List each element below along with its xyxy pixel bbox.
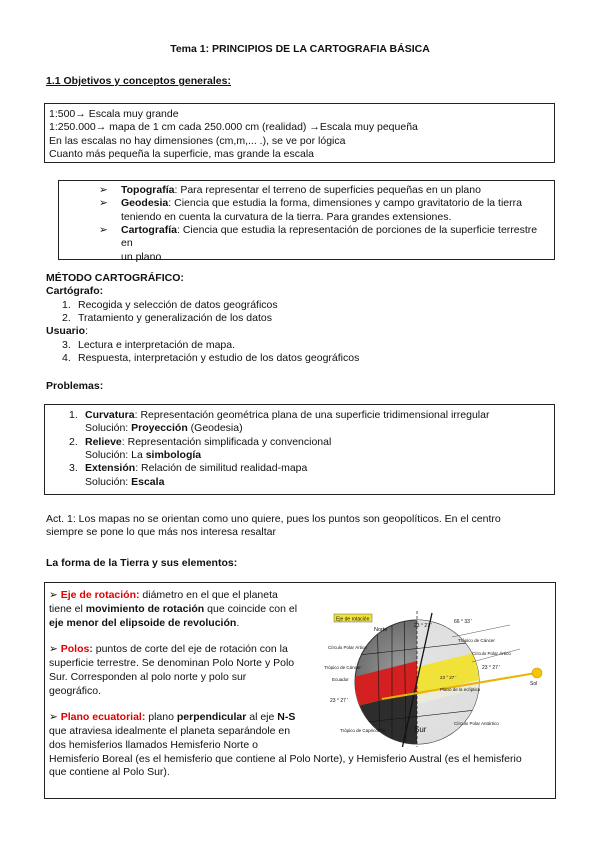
scale-note-line: 1:250.000→ mapa de 1 cm cada 250.000 cm (realidad) →Escala muy pequeña [49,121,418,134]
earth-diagram-svg [322,607,554,747]
cartografo-label: Cartógrafo: [46,285,104,298]
list-item: 3. Lectura e interpretación de mapa. [62,338,236,351]
metodo-heading: MÉTODO CARTOGRÁFICO: [46,272,184,284]
scale-note-line: Cuanto más pequeña la superficie, mas grande la escala [49,147,314,160]
polos-item: ➢ Polos: puntos de corte del eje de rotación con la superficie terrestre. Se denominan Polo Norte y Polo Sur. Corresponden al polo norte y polo sur geográfico. [49,643,295,697]
leader-line [452,625,510,637]
label-tropico-capricornio: Trópico de Capricornio [340,728,386,733]
forma-heading: La forma de la Tierra y sus elementos: [46,557,238,569]
earth-diagram [322,607,554,747]
label-circulo-polar-artico: Círculo Polar Ártico [328,645,367,650]
list-item: 2. Tratamiento y generalización de los datos [62,311,272,324]
label-angle-left: 23 ° 27 ' [330,698,349,704]
label-plano-ecliptica: Plano de la eclíptica [440,687,481,692]
usuario-label: Usuario: [46,325,89,338]
label-tropico-cancer: Trópico de Cáncer [324,665,361,670]
label-norte: Norte [374,627,388,633]
label-sur: Sur [414,725,427,734]
metodo-section [46,272,359,365]
problemas-box [44,404,555,495]
scale-note-line: En las escalas no hay dimensiones (cm,m,... .), se ve por lógica [49,134,346,147]
arrow-bullet-icon: ➢ [99,197,108,210]
label-ecuador: Ecuador [332,677,349,682]
label-circulo-polar-antartico: Círculo Polar Antártico [454,721,499,726]
definition-geodesia: ➢ Geodesia: Ciencia que estudia la forma, dimensiones y campo gravitatorio de la tierra teniendo en cuenta la curvatura de la tierra. Para grandes extensiones. [99,197,522,223]
label-angle-top: 23 ° 27 ' [414,623,433,629]
list-item: 1. Recogida y selección de datos geográficos [62,298,278,311]
definitions-box [58,180,555,263]
definition-cartografia: ➢ Cartografía: Ciencia que estudia la representación de porciones de la superficie terrestre en un plano [99,223,538,263]
plano-ecuatorial-item: ➢ Plano ecuatorial: plano perpendicular al eje N-S que atraviesa idealmente el planeta separándole en dos hemisferios llamados Hemisferio Norte o Hemisferio Boreal (es el hemisferio que contiene al Polo Norte), y Hemisferio Austral (es el hemisferio que contiene al Polo Sur). [49,711,522,779]
label-angle-mid: 23 ° 27 ' [440,675,457,680]
problema-item: 1. Curvatura: Representación geométrica plana de una superficie tridimensional irregular Solución: Proyección (Geodesia) [69,409,490,435]
scale-note-line: 1:500→ Escala muy grande [49,108,179,120]
scale-notes-box [44,103,555,163]
arrow-bullet-icon: ➢ [99,223,108,236]
arrow-bullet-icon: ➢ [49,643,58,656]
arrow-bullet-icon: ➢ [99,184,108,196]
problema-item: 3. Extensión: Relación de similitud realidad-mapa Solución: Escala [69,462,308,488]
label-angle-right: 23 ° 27 ' [482,665,501,671]
definition-topografia: ➢ Topografía: Para representar el terreno de superficies pequeñas en un plano [99,184,481,196]
problemas-heading: Problemas: [46,380,104,392]
label-tropico-cancer-right: Trópico de Cáncer [458,638,495,643]
section-heading-objetivos: 1.1 Objetivos y conceptos generales: [46,75,231,87]
label-angle-66: 66 ° 33 ' [454,619,473,625]
label-circulo-polar-artico-right: Círculo Polar Ártico [472,651,511,656]
problema-item: 2. Relieve: Representación simplificada y convencional Solución: La simbología [69,435,332,461]
sun-icon [532,668,542,678]
list-item: 4. Respuesta, interpretación y estudio de los datos geográficos [62,351,360,364]
act1-paragraph: Act. 1: Los mapas no se orientan como uno quiere, pues los puntos son geopolíticos. En el centro siempre se pone lo que más nos interesa resaltar [46,513,501,539]
arrow-bullet-icon: ➢ [49,589,58,601]
label-eje-rotacion: Eje de rotación [336,616,370,623]
arrow-bullet-icon: ➢ [49,711,58,724]
page-title: Tema 1: PRINCIPIOS DE LA CARTOGRAFIA BÁSICA [170,43,430,55]
eje-rotacion-item: ➢ Eje de rotación: diámetro en el que el planeta tiene el movimiento de rotación que coincide con el eje menor del elipsoide de revolución. [49,589,298,629]
label-sol: Sol [530,681,538,687]
